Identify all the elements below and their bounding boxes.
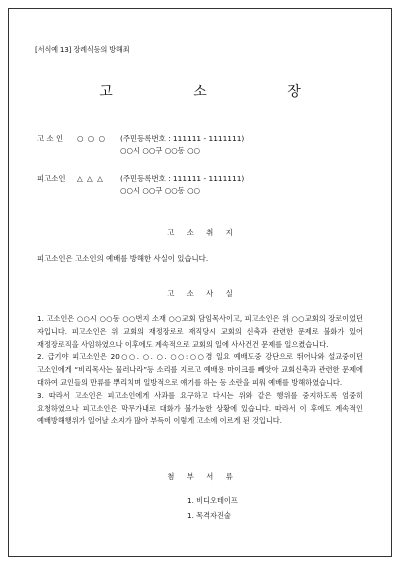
fact-paragraph: 1. 고소인은 ○○시 ○○동 ○○번지 소재 ○○교회 담임목사이고, 피고소인은 위 ○○교회의 장로이었던 자입니다. 피고소인은 위 교회의 재정장로로 재직당시 교회의 신축과 관련한 문제로 불화가 있어 재정장로직을 사임하였으나 이후에도 계속적으로 교회의 일에 사사건건 문제를 일으켰습니다. [37,314,363,349]
facts-heading: 고 소 사 실 [167,289,238,298]
fact-paragraph: 2. 급기야 피고소인은 20○○. ○. ○. ○○:○○경 일요 예배도중 강단으로 뛰어나와 설교중이던 고소인에게 “비리목사는 물러나라”등 소리를 지르고 예배용 마이크를 빼앗아 교회신축과 관련한 문제에 대하여 교인들의 만류를 뿌리치며 일방적으로 얘기를 하는 등 소란을 피워 예배를 방해하였습니다. [37,352,363,387]
defendant-role: 피고소인 [37,174,66,183]
complainant-id: (주민등록번호 : 111111 - 1111111) [120,134,245,143]
defendant-address: ○○시 ○○구 ○○동 ○○ [120,186,201,195]
purpose-heading: 고 소 취 지 [167,228,238,237]
attachments-heading: 첨 부 서 류 [167,472,238,481]
attachment-item: 1. 목격자진술 [187,511,231,520]
complainant-role: 고 소 인 [37,134,64,143]
complainant-name: ○ ○ ○ [77,134,107,143]
document-title: 고 소 장 [99,84,339,100]
complainant-line [37,133,244,145]
facts-body [37,313,363,428]
complainant-address: ○○시 ○○구 ○○동 ○○ [120,146,201,155]
fact-paragraph: 3. 따라서 고소인은 피고소인에게 사과를 요구하고 다시는 위와 같은 행위를 중지하도록 엄중히 요청하였으나 피고소인은 막무가내로 대화가 불가능한 상황에 있습니다. 따라서 이 후에도 계속적인 예배방해행위가 일어날 소지가 많아 부득이 이렇게 고소에 이르게 된 것입니다. [37,390,363,426]
defendant-name: △ △ △ [77,174,104,183]
complainant-block [37,133,244,157]
purpose-text: 피고소인은 고소인의 예배를 방해한 사실이 있습니다. [37,254,209,263]
document-page [8,8,392,557]
defendant-block [37,173,244,197]
defendant-id: (주민등록번호 : 111111 - 1111111) [120,174,245,183]
defendant-line [37,173,244,185]
form-label: [서식예 13] 장례식등의 방해죄 [35,45,130,54]
attachment-item: 1. 비디오테이프 [187,496,238,505]
